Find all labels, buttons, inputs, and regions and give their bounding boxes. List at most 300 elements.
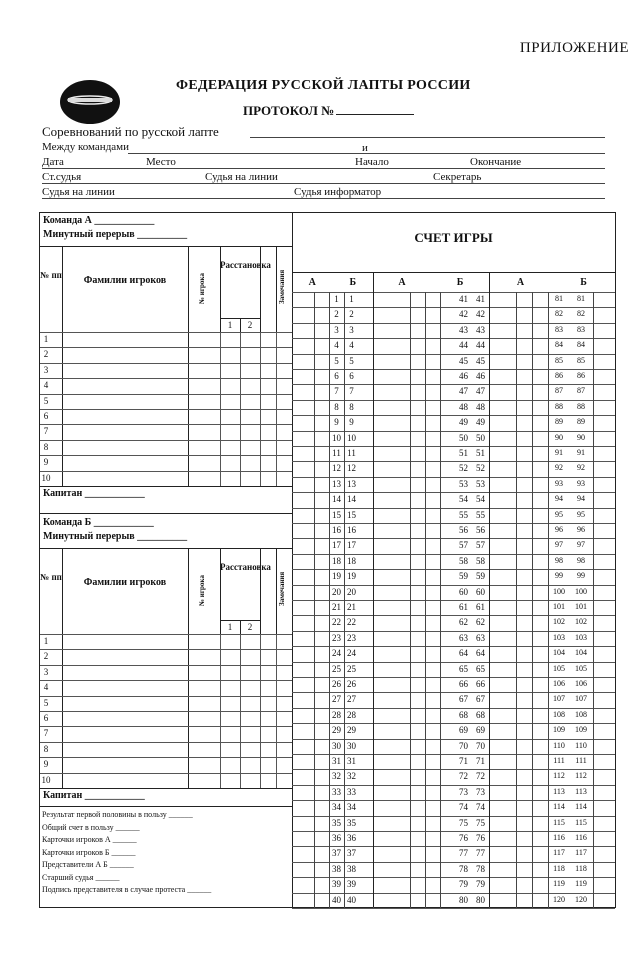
score-num: 77 bbox=[476, 848, 485, 859]
score-num: 110 bbox=[575, 740, 587, 750]
score-num: 26 bbox=[347, 679, 356, 689]
score-num: 96 bbox=[555, 525, 563, 534]
score-col-line bbox=[410, 292, 411, 908]
score-num: 92 bbox=[577, 463, 585, 473]
team-sep bbox=[40, 513, 292, 514]
team-end bbox=[40, 788, 292, 789]
score-num: 85 bbox=[577, 355, 585, 365]
team-grid bbox=[220, 378, 221, 393]
score-num: 103 bbox=[553, 632, 565, 642]
score-num: 119 bbox=[553, 879, 565, 889]
score-num: 12 bbox=[347, 463, 356, 474]
team-b-break: Минутный перерыв __________ bbox=[43, 531, 188, 542]
score-num: 86 bbox=[555, 371, 563, 380]
col-p2: 2 bbox=[247, 622, 253, 632]
score-num: 3 bbox=[349, 324, 354, 335]
score-group-line bbox=[489, 272, 490, 907]
score-num: 40 bbox=[347, 894, 356, 905]
score-num: 49 bbox=[459, 417, 468, 428]
team-grid bbox=[220, 455, 221, 470]
score-num: 81 bbox=[577, 294, 585, 303]
score-num: 64 bbox=[459, 648, 468, 659]
team-grid bbox=[260, 347, 261, 362]
score-title: СЧЕТ ИГРЫ bbox=[414, 230, 493, 245]
score-num: 98 bbox=[577, 555, 585, 565]
score-num: 20 bbox=[347, 586, 356, 597]
score-num: 97 bbox=[577, 540, 585, 550]
team-grid bbox=[240, 649, 241, 664]
score-num: 69 bbox=[476, 725, 485, 736]
score-num: 13 bbox=[332, 478, 341, 489]
score-num: 106 bbox=[575, 679, 587, 688]
team-grid bbox=[220, 757, 221, 772]
score-head-line bbox=[292, 272, 615, 273]
score-num: 24 bbox=[332, 648, 341, 659]
team-grid bbox=[260, 634, 261, 649]
team-grid bbox=[220, 440, 221, 455]
team-grid bbox=[260, 409, 261, 424]
score-num: 45 bbox=[476, 355, 485, 366]
score-num: 109 bbox=[575, 725, 587, 735]
team-grid bbox=[260, 440, 261, 455]
row-num: 2 bbox=[43, 349, 49, 360]
col-p1: 1 bbox=[227, 622, 233, 632]
team-row-line bbox=[40, 773, 292, 774]
score-num: 57 bbox=[476, 540, 485, 551]
team-end bbox=[40, 486, 292, 487]
team-row-line bbox=[40, 649, 292, 650]
team-grid bbox=[220, 649, 221, 664]
row-num: 5 bbox=[43, 697, 49, 708]
score-num: 30 bbox=[332, 740, 341, 751]
score-num: 63 bbox=[476, 632, 485, 643]
score-num: 32 bbox=[347, 771, 356, 782]
score-num: 44 bbox=[459, 340, 468, 351]
team-grid bbox=[260, 665, 261, 680]
score-num: 11 bbox=[332, 448, 341, 458]
team-grid bbox=[220, 711, 221, 726]
score-num: 78 bbox=[476, 863, 485, 874]
score-num: 4 bbox=[334, 340, 339, 351]
score-num: 38 bbox=[332, 863, 341, 874]
footer-line-3: Карточки игроков Б ______ bbox=[42, 847, 136, 857]
footer-line-0: Результат первой половины в пользу ______ bbox=[42, 810, 193, 819]
org-title: ФЕДЕРАЦИЯ РУССКОЙ ЛАПТЫ РОССИИ bbox=[176, 78, 471, 93]
row-num: 8 bbox=[43, 743, 49, 754]
team-grid bbox=[276, 773, 277, 788]
score-num: 92 bbox=[555, 463, 563, 473]
row-num: 9 bbox=[43, 457, 49, 468]
team-grid bbox=[276, 394, 277, 409]
score-num: 27 bbox=[332, 694, 341, 705]
team-grid bbox=[240, 757, 241, 772]
score-num: 107 bbox=[553, 694, 565, 704]
score-num: 9 bbox=[349, 417, 354, 428]
score-num: 105 bbox=[575, 663, 587, 673]
score-num: 106 bbox=[553, 679, 565, 688]
score-num: 44 bbox=[476, 340, 485, 351]
team-row-line bbox=[40, 363, 292, 364]
team-grid bbox=[260, 757, 261, 772]
score-head-1: Б bbox=[349, 277, 357, 288]
chief-judge-label: Ст.судья bbox=[42, 171, 82, 183]
score-num: 28 bbox=[347, 709, 356, 720]
score-num: 4 bbox=[349, 340, 354, 351]
score-num: 39 bbox=[347, 879, 356, 890]
team-row-line bbox=[40, 471, 292, 472]
team-row-line bbox=[40, 409, 292, 410]
score-num: 40 bbox=[332, 894, 341, 905]
score-num: 54 bbox=[476, 494, 485, 505]
team-row-line bbox=[40, 394, 292, 395]
secretary-label: Секретарь bbox=[433, 171, 482, 183]
score-num: 90 bbox=[555, 432, 563, 442]
score-num: 41 bbox=[476, 294, 485, 304]
score-num: 43 bbox=[459, 324, 468, 335]
score-num: 3 bbox=[334, 324, 339, 335]
row-num: 9 bbox=[43, 759, 49, 770]
score-num: 36 bbox=[347, 833, 356, 843]
score-num: 94 bbox=[555, 494, 563, 504]
score-num: 14 bbox=[347, 494, 356, 505]
score-num: 105 bbox=[553, 663, 565, 673]
score-num: 46 bbox=[476, 371, 485, 381]
score-num: 118 bbox=[575, 863, 587, 873]
team-grid bbox=[276, 757, 277, 772]
score-num: 83 bbox=[577, 324, 585, 334]
score-num: 120 bbox=[553, 894, 565, 904]
score-num: 88 bbox=[555, 401, 563, 411]
score-num: 88 bbox=[577, 401, 585, 411]
score-num: 2 bbox=[349, 309, 354, 320]
score-num: 72 bbox=[459, 771, 468, 782]
team-grid bbox=[260, 332, 261, 347]
team-col-line bbox=[188, 548, 189, 788]
team-grid bbox=[240, 634, 241, 649]
score-head-0: А bbox=[308, 277, 316, 288]
score-num: 81 bbox=[555, 294, 563, 303]
score-num: 111 bbox=[575, 756, 587, 765]
score-num: 51 bbox=[459, 448, 468, 458]
score-num: 18 bbox=[332, 555, 341, 566]
score-num: 2 bbox=[334, 309, 339, 320]
score-num: 51 bbox=[476, 448, 485, 458]
score-num: 60 bbox=[459, 586, 468, 597]
score-num: 14 bbox=[332, 494, 341, 505]
score-num: 55 bbox=[459, 509, 468, 520]
row-num: 2 bbox=[43, 651, 49, 662]
score-num: 34 bbox=[332, 802, 341, 813]
score-num: 99 bbox=[555, 571, 563, 581]
score-num: 39 bbox=[332, 879, 341, 890]
row-num: 4 bbox=[43, 682, 49, 693]
row-num: 6 bbox=[43, 713, 49, 723]
score-num: 62 bbox=[476, 617, 485, 628]
score-num: 56 bbox=[459, 525, 468, 535]
row-num: 7 bbox=[43, 426, 49, 437]
team-grid bbox=[220, 742, 221, 757]
team-grid bbox=[260, 726, 261, 741]
team-grid bbox=[260, 696, 261, 711]
team-grid bbox=[220, 363, 221, 378]
protocol-form bbox=[39, 212, 616, 908]
team-grid bbox=[260, 394, 261, 409]
team-row-line bbox=[40, 696, 292, 697]
score-num: 1 bbox=[334, 294, 339, 304]
score-num: 60 bbox=[476, 586, 485, 597]
team-row-line bbox=[40, 378, 292, 379]
score-num: 42 bbox=[476, 309, 485, 320]
score-num: 111 bbox=[553, 756, 565, 765]
team-grid bbox=[276, 471, 277, 486]
line-judge-label: Судья на линии bbox=[205, 171, 278, 183]
score-num: 66 bbox=[476, 679, 485, 689]
score-num: 24 bbox=[347, 648, 356, 659]
score-num: 28 bbox=[332, 709, 341, 720]
score-num: 73 bbox=[476, 786, 485, 797]
score-num: 62 bbox=[459, 617, 468, 628]
team-grid bbox=[240, 332, 241, 347]
score-num: 117 bbox=[553, 848, 565, 858]
placement-div bbox=[240, 620, 241, 634]
team-grid bbox=[240, 347, 241, 362]
score-col-line bbox=[425, 292, 426, 908]
score-num: 115 bbox=[553, 817, 565, 827]
placement-div bbox=[240, 318, 241, 332]
team-row-line bbox=[40, 440, 292, 441]
place-label: Место bbox=[146, 156, 176, 168]
score-num: 90 bbox=[577, 432, 585, 442]
section-divider bbox=[292, 213, 293, 907]
team-grid bbox=[260, 471, 261, 486]
col-names: Фамилии игроков bbox=[83, 275, 167, 286]
score-head-3: Б bbox=[456, 277, 464, 288]
score-num: 37 bbox=[332, 848, 341, 859]
score-num: 102 bbox=[553, 617, 565, 627]
team-row-line bbox=[40, 347, 292, 348]
score-num: 53 bbox=[459, 478, 468, 489]
team-grid bbox=[276, 634, 277, 649]
col-player-no: № игрока bbox=[198, 273, 206, 304]
team-grid bbox=[220, 347, 221, 362]
score-num: 10 bbox=[347, 432, 356, 443]
score-num: 100 bbox=[575, 586, 587, 596]
score-num: 84 bbox=[577, 340, 585, 350]
score-num: 61 bbox=[476, 602, 485, 612]
footer-line-5: Старший судья ______ bbox=[42, 872, 120, 882]
score-num: 13 bbox=[347, 478, 356, 489]
competition-label: Соревнований по русской лапте bbox=[42, 124, 219, 139]
team-grid bbox=[276, 455, 277, 470]
info-judge-label: Судья информатор bbox=[294, 186, 382, 198]
score-num: 35 bbox=[332, 817, 341, 828]
row-num: 10 bbox=[41, 472, 51, 483]
score-num: 114 bbox=[553, 802, 565, 812]
score-num: 79 bbox=[476, 879, 485, 890]
score-num: 82 bbox=[555, 309, 563, 319]
col-num: № пп bbox=[40, 270, 62, 280]
between-label: Между командами bbox=[42, 141, 130, 153]
team-grid bbox=[276, 726, 277, 741]
score-num: 21 bbox=[347, 602, 356, 612]
score-num: 86 bbox=[577, 371, 585, 380]
team-grid bbox=[240, 424, 241, 439]
team-grid bbox=[260, 424, 261, 439]
start-label: Начало bbox=[355, 156, 389, 168]
score-num: 67 bbox=[459, 694, 468, 705]
col-placement: Расстановка bbox=[220, 562, 271, 572]
score-num: 76 bbox=[476, 833, 485, 843]
score-num: 94 bbox=[577, 494, 585, 504]
team-grid bbox=[276, 440, 277, 455]
team-grid bbox=[260, 773, 261, 788]
score-num: 89 bbox=[577, 417, 585, 427]
team-grid bbox=[220, 680, 221, 695]
end-label: Окончание bbox=[470, 156, 522, 168]
score-num: 82 bbox=[577, 309, 585, 319]
score-num: 113 bbox=[575, 786, 587, 796]
team-head-top bbox=[40, 548, 292, 549]
score-num: 5 bbox=[334, 355, 339, 366]
score-num: 116 bbox=[575, 833, 587, 842]
team-grid bbox=[276, 409, 277, 424]
score-num: 95 bbox=[555, 509, 563, 519]
score-num: 19 bbox=[332, 571, 341, 582]
score-num: 67 bbox=[476, 694, 485, 705]
team-a-break: Минутный перерыв __________ bbox=[43, 229, 188, 240]
score-num: 83 bbox=[555, 324, 563, 334]
team-grid bbox=[240, 696, 241, 711]
score-num: 104 bbox=[553, 648, 565, 658]
score-num: 89 bbox=[555, 417, 563, 427]
score-num: 97 bbox=[555, 540, 563, 550]
team-grid bbox=[276, 347, 277, 362]
score-num: 29 bbox=[347, 725, 356, 736]
score-num: 113 bbox=[553, 786, 565, 796]
score-num: 41 bbox=[459, 294, 468, 304]
score-num: 107 bbox=[575, 694, 587, 704]
score-num: 19 bbox=[347, 571, 356, 582]
score-num: 95 bbox=[577, 509, 585, 519]
score-num: 46 bbox=[459, 371, 468, 381]
team-row-line bbox=[40, 742, 292, 743]
score-num: 25 bbox=[332, 663, 341, 674]
team-grid bbox=[220, 773, 221, 788]
team-grid bbox=[220, 409, 221, 424]
team-row-line bbox=[40, 634, 292, 635]
score-col-line bbox=[516, 292, 517, 908]
score-num: 91 bbox=[577, 448, 585, 457]
team-grid bbox=[240, 440, 241, 455]
score-num: 70 bbox=[476, 740, 485, 751]
score-num: 23 bbox=[332, 632, 341, 643]
score-num: 10 bbox=[332, 432, 341, 443]
score-num: 38 bbox=[347, 863, 356, 874]
score-num: 108 bbox=[575, 709, 587, 719]
score-num: 18 bbox=[347, 555, 356, 566]
team-row-line bbox=[40, 665, 292, 666]
score-num: 7 bbox=[334, 386, 339, 397]
team-grid bbox=[276, 665, 277, 680]
score-num: 69 bbox=[459, 725, 468, 736]
score-num: 52 bbox=[476, 463, 485, 474]
team-grid bbox=[240, 726, 241, 741]
footer-sep bbox=[40, 806, 292, 807]
score-num: 112 bbox=[553, 771, 565, 781]
team-col-line bbox=[188, 246, 189, 486]
team-b-captain: Капитан ____________ bbox=[43, 790, 145, 801]
team-head-top bbox=[40, 246, 292, 247]
score-num: 78 bbox=[459, 863, 468, 874]
team-b-label: Команда Б ____________ bbox=[43, 517, 154, 528]
score-num: 76 bbox=[459, 833, 468, 843]
team-grid bbox=[276, 711, 277, 726]
score-num: 85 bbox=[555, 355, 563, 365]
score-num: 56 bbox=[476, 525, 485, 535]
team-row-line bbox=[40, 332, 292, 333]
score-num: 22 bbox=[347, 617, 356, 628]
team-grid bbox=[220, 424, 221, 439]
team-col-line bbox=[62, 548, 63, 788]
score-num: 25 bbox=[347, 663, 356, 674]
score-num: 120 bbox=[575, 894, 587, 904]
team-grid bbox=[260, 455, 261, 470]
score-num: 6 bbox=[334, 371, 339, 381]
score-num: 61 bbox=[459, 602, 468, 612]
footer-line-6: Подпись представителя в случае протеста ______ bbox=[42, 885, 212, 894]
score-num: 57 bbox=[459, 540, 468, 551]
score-num: 117 bbox=[575, 848, 587, 858]
row-num: 10 bbox=[41, 774, 51, 785]
score-col-line bbox=[593, 292, 594, 908]
score-num: 110 bbox=[553, 740, 565, 750]
score-num: 29 bbox=[332, 725, 341, 736]
score-num: 58 bbox=[459, 555, 468, 566]
team-grid bbox=[240, 409, 241, 424]
row-num: 7 bbox=[43, 728, 49, 739]
score-num: 79 bbox=[459, 879, 468, 890]
score-num: 35 bbox=[347, 817, 356, 828]
team-grid bbox=[240, 711, 241, 726]
score-num: 43 bbox=[476, 324, 485, 335]
score-col-line bbox=[314, 292, 315, 908]
score-num: 93 bbox=[577, 478, 585, 488]
score-num: 55 bbox=[476, 509, 485, 520]
appendix-label: ПРИЛОЖЕНИЕ bbox=[519, 40, 629, 56]
team-a-captain: Капитан ____________ bbox=[43, 488, 145, 499]
and-label: и bbox=[362, 142, 368, 154]
col-num: № пп bbox=[40, 572, 62, 582]
row-num: 8 bbox=[43, 441, 49, 452]
score-head-4: А bbox=[516, 277, 525, 288]
team-grid bbox=[240, 742, 241, 757]
score-num: 48 bbox=[476, 401, 485, 412]
score-num: 47 bbox=[459, 386, 468, 397]
team-grid bbox=[220, 394, 221, 409]
score-num: 47 bbox=[476, 386, 485, 397]
score-num: 45 bbox=[459, 355, 468, 366]
team-grid bbox=[276, 378, 277, 393]
score-num: 21 bbox=[332, 602, 341, 612]
team-grid bbox=[260, 680, 261, 695]
score-num: 53 bbox=[476, 478, 485, 489]
team-grid bbox=[260, 742, 261, 757]
line-judge2-label: Судья на линии bbox=[42, 186, 115, 198]
team-row-line bbox=[40, 424, 292, 425]
team-row-line bbox=[40, 455, 292, 456]
score-num: 68 bbox=[476, 709, 485, 720]
score-num: 102 bbox=[575, 617, 587, 627]
